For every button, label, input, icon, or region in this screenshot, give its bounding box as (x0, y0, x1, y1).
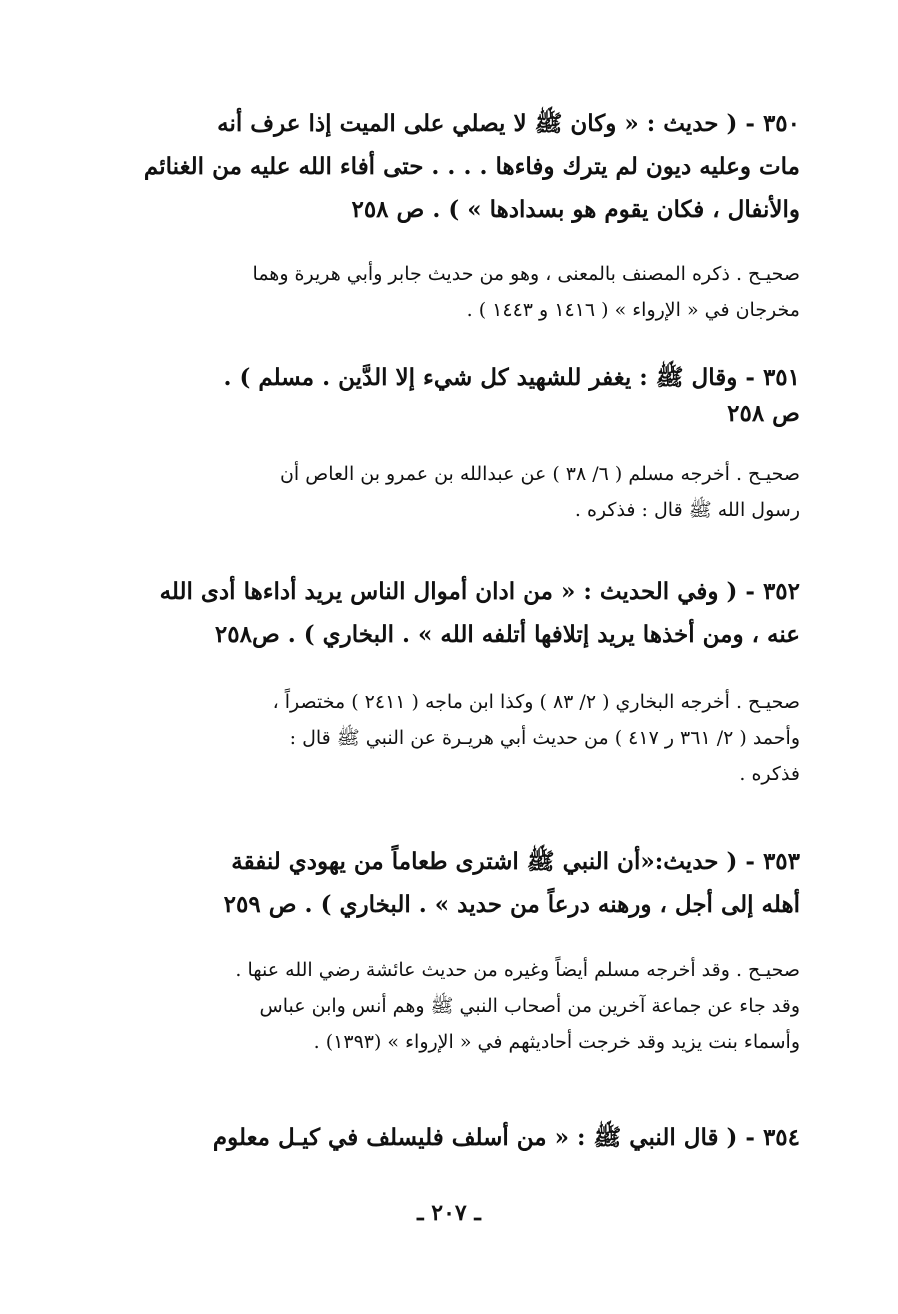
hadith-351 (100, 356, 800, 429)
hadith-line: ٣٥١ - وقال ﷺ : يغفر للشهيد كل شيء إلا الدَّين . مسلم ) . (223, 364, 800, 391)
commentary-line: فذكره . (739, 763, 800, 785)
hadith-354 (100, 1116, 800, 1159)
commentary-352 (100, 684, 800, 792)
commentary-353 (100, 952, 800, 1060)
commentary-351 (100, 456, 800, 528)
commentary-350 (100, 256, 800, 328)
hadith-line: ٣٥٤ - ( قال النبي ﷺ : « من أسلف فليسلف في كيـل معلوم (212, 1124, 800, 1151)
hadith-350 (100, 102, 800, 231)
commentary-line: وأحمد ( ٢/ ٣٦١ ر ٤١٧ ) من حديث أبي هريـرة عن النبي ﷺ قال : (289, 727, 800, 749)
hadith-line: أهله إلى أجل ، ورهنه درعاً من حديد » . البخاري ) . ص ٢٥٩ (223, 891, 800, 918)
commentary-line: صحيـح . وقد أخرجه مسلم أيضاً وغيره من حديث عائشة رضي الله عنها . (235, 959, 800, 981)
commentary-line: رسول الله ﷺ قال : فذكره . (574, 499, 800, 521)
hadith-line: ٣٥٢ - ( وفي الحديث : « من ادان أموال الناس يريد أداءها أدى الله (159, 578, 800, 605)
hadith-line: عنه ، ومن أخذها يريد إتلافها أتلفه الله » . البخاري ) . ص٢٥٨ (214, 621, 800, 648)
hadith-line: ٣٥٠ - ( حديث : « وكان ﷺ لا يصلي على الميت إذا عرف أنه (217, 110, 800, 137)
commentary-line: صحيـح . أخرجه البخاري ( ٢/ ٨٣ ) وكذا ابن ماجه ( ٢٤١١ ) مختصراً ، (272, 691, 800, 713)
hadith-line: مات وعليه ديون لم يترك وفاءها . . . . حتى أفاء الله عليه من الغنائم (143, 153, 800, 180)
hadith-line: والأنفال ، فكان يقوم هو بسدادها » ) . ص ٢٥٨ (351, 196, 800, 223)
hadith-line: ٣٥٣ - ( حديث:«أن النبي ﷺ اشترى طعاماً من يهودي لنفقة (231, 848, 800, 875)
commentary-line: مخرجان في « الإرواء » ( ١٤١٦ و ١٤٤٣ ) . (466, 299, 800, 321)
page-number: ـ ٢٠٧ ـ (417, 1200, 481, 1226)
hadith-353 (100, 840, 800, 926)
commentary-line: وأسماء بنت يزيد وقد خرجت أحاديثهم في « الإرواء » (١٣٩٣) . (313, 1031, 800, 1053)
commentary-line: صحيـح . أخرجه مسلم ( ٦/ ٣٨ ) عن عبدالله بن عمرو بن العاص أن (279, 463, 800, 485)
commentary-line: صحيـح . ذكره المصنف بالمعنى ، وهو من حديث جابر وأبي هريرة وهما (252, 263, 800, 285)
commentary-line: وقد جاء عن جماعة آخرين من أصحاب النبي ﷺ وهم أنس وابن عباس (259, 995, 800, 1017)
hadith-352 (100, 570, 800, 656)
hadith-line: ص ٢٥٨ (727, 400, 800, 427)
